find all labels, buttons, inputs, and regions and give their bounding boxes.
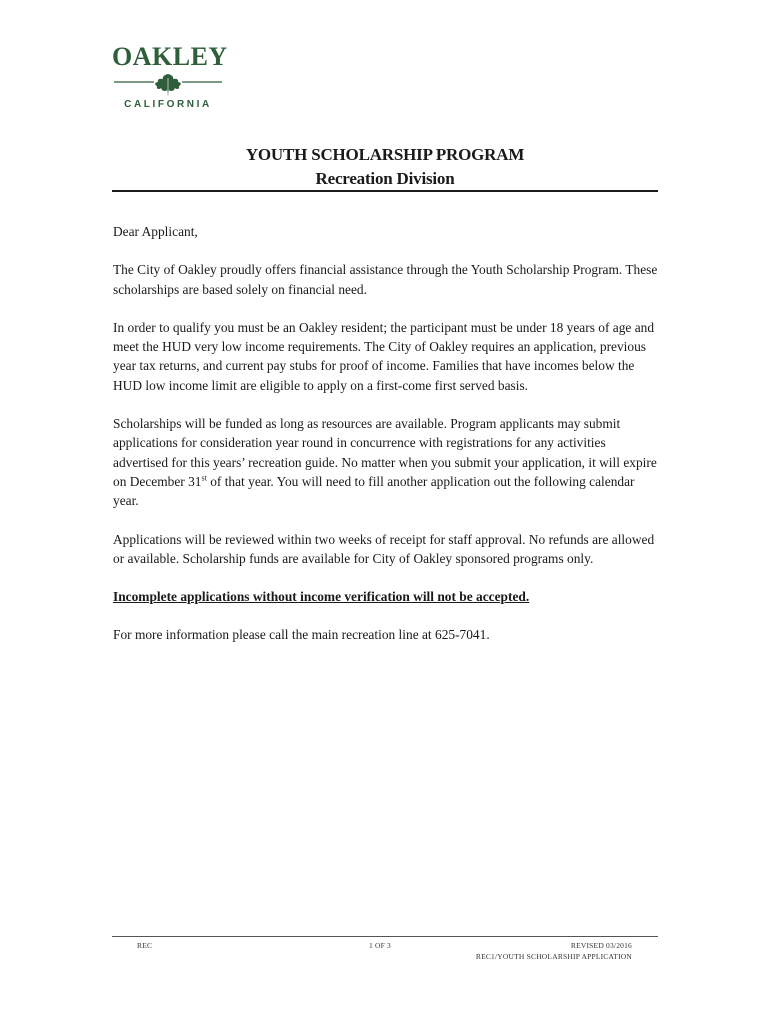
ordinal-suffix: st [201, 473, 207, 483]
paragraph-contact: For more information please call the main recreation line at 625-7041. [113, 627, 490, 643]
city-logo [112, 42, 228, 112]
document-header [112, 143, 658, 191]
footer-divider [112, 936, 658, 937]
footer-revised-date: REVISED 03/2016 [570, 941, 632, 950]
footer-page-number: 1 OF 3 [368, 941, 392, 950]
paragraph-eligibility: In order to qualify you must be an Oakley resident; the participant must be under 18 years of age and meet the HUD very low income requirements. The City of Oakley requires an application, previous year tax returns, and current pay stubs for proof of income. Families that have incomes below the HUD low income limit are eligible to apply on a first-come first served basis. [113, 319, 655, 393]
paragraph-funding-text: Scholarships will be funded as long as resources are available. Program applicants may submit applications for consideration year round in concurrence with registrations for any activities advertised for this years’ recreation guide. No matter when you submit your application, it will expire on December 31 [113, 416, 657, 489]
page-subtitle: Recreation Division [315, 169, 455, 188]
paragraph-review: Applications will be reviewed within two weeks of receipt for staff approval. No refunds are allowed or available. Scholarship funds are available for City of Oakley sponsored programs only. [113, 531, 655, 566]
paragraph-funding-text-end: of that year. You will need to fill another application out the following calendar year. [113, 473, 635, 509]
salutation: Dear Applicant, [113, 224, 198, 239]
oak-leaf-icon [112, 72, 224, 98]
incomplete-notice: Incomplete applications without income verification will not be accepted. [113, 589, 530, 605]
letter-body [113, 222, 661, 664]
logo-wordmark: OAKLEY [112, 42, 228, 71]
logo-state: CALIFORNIA [124, 99, 212, 110]
footer-department: REC [137, 941, 153, 950]
footer-form-id: REC1/YOUTH SCHOLARSHIP APPLICATION [475, 952, 632, 961]
footer-revision [420, 940, 632, 962]
paragraph-funding [113, 414, 661, 510]
page-title: YOUTH SCHOLARSHIP PROGRAM [245, 145, 525, 164]
header-divider [112, 190, 658, 192]
paragraph-intro: The City of Oakley proudly offers financial assistance through the Youth Scholarship Program. These scholarships are based solely on financial need. [113, 262, 658, 297]
